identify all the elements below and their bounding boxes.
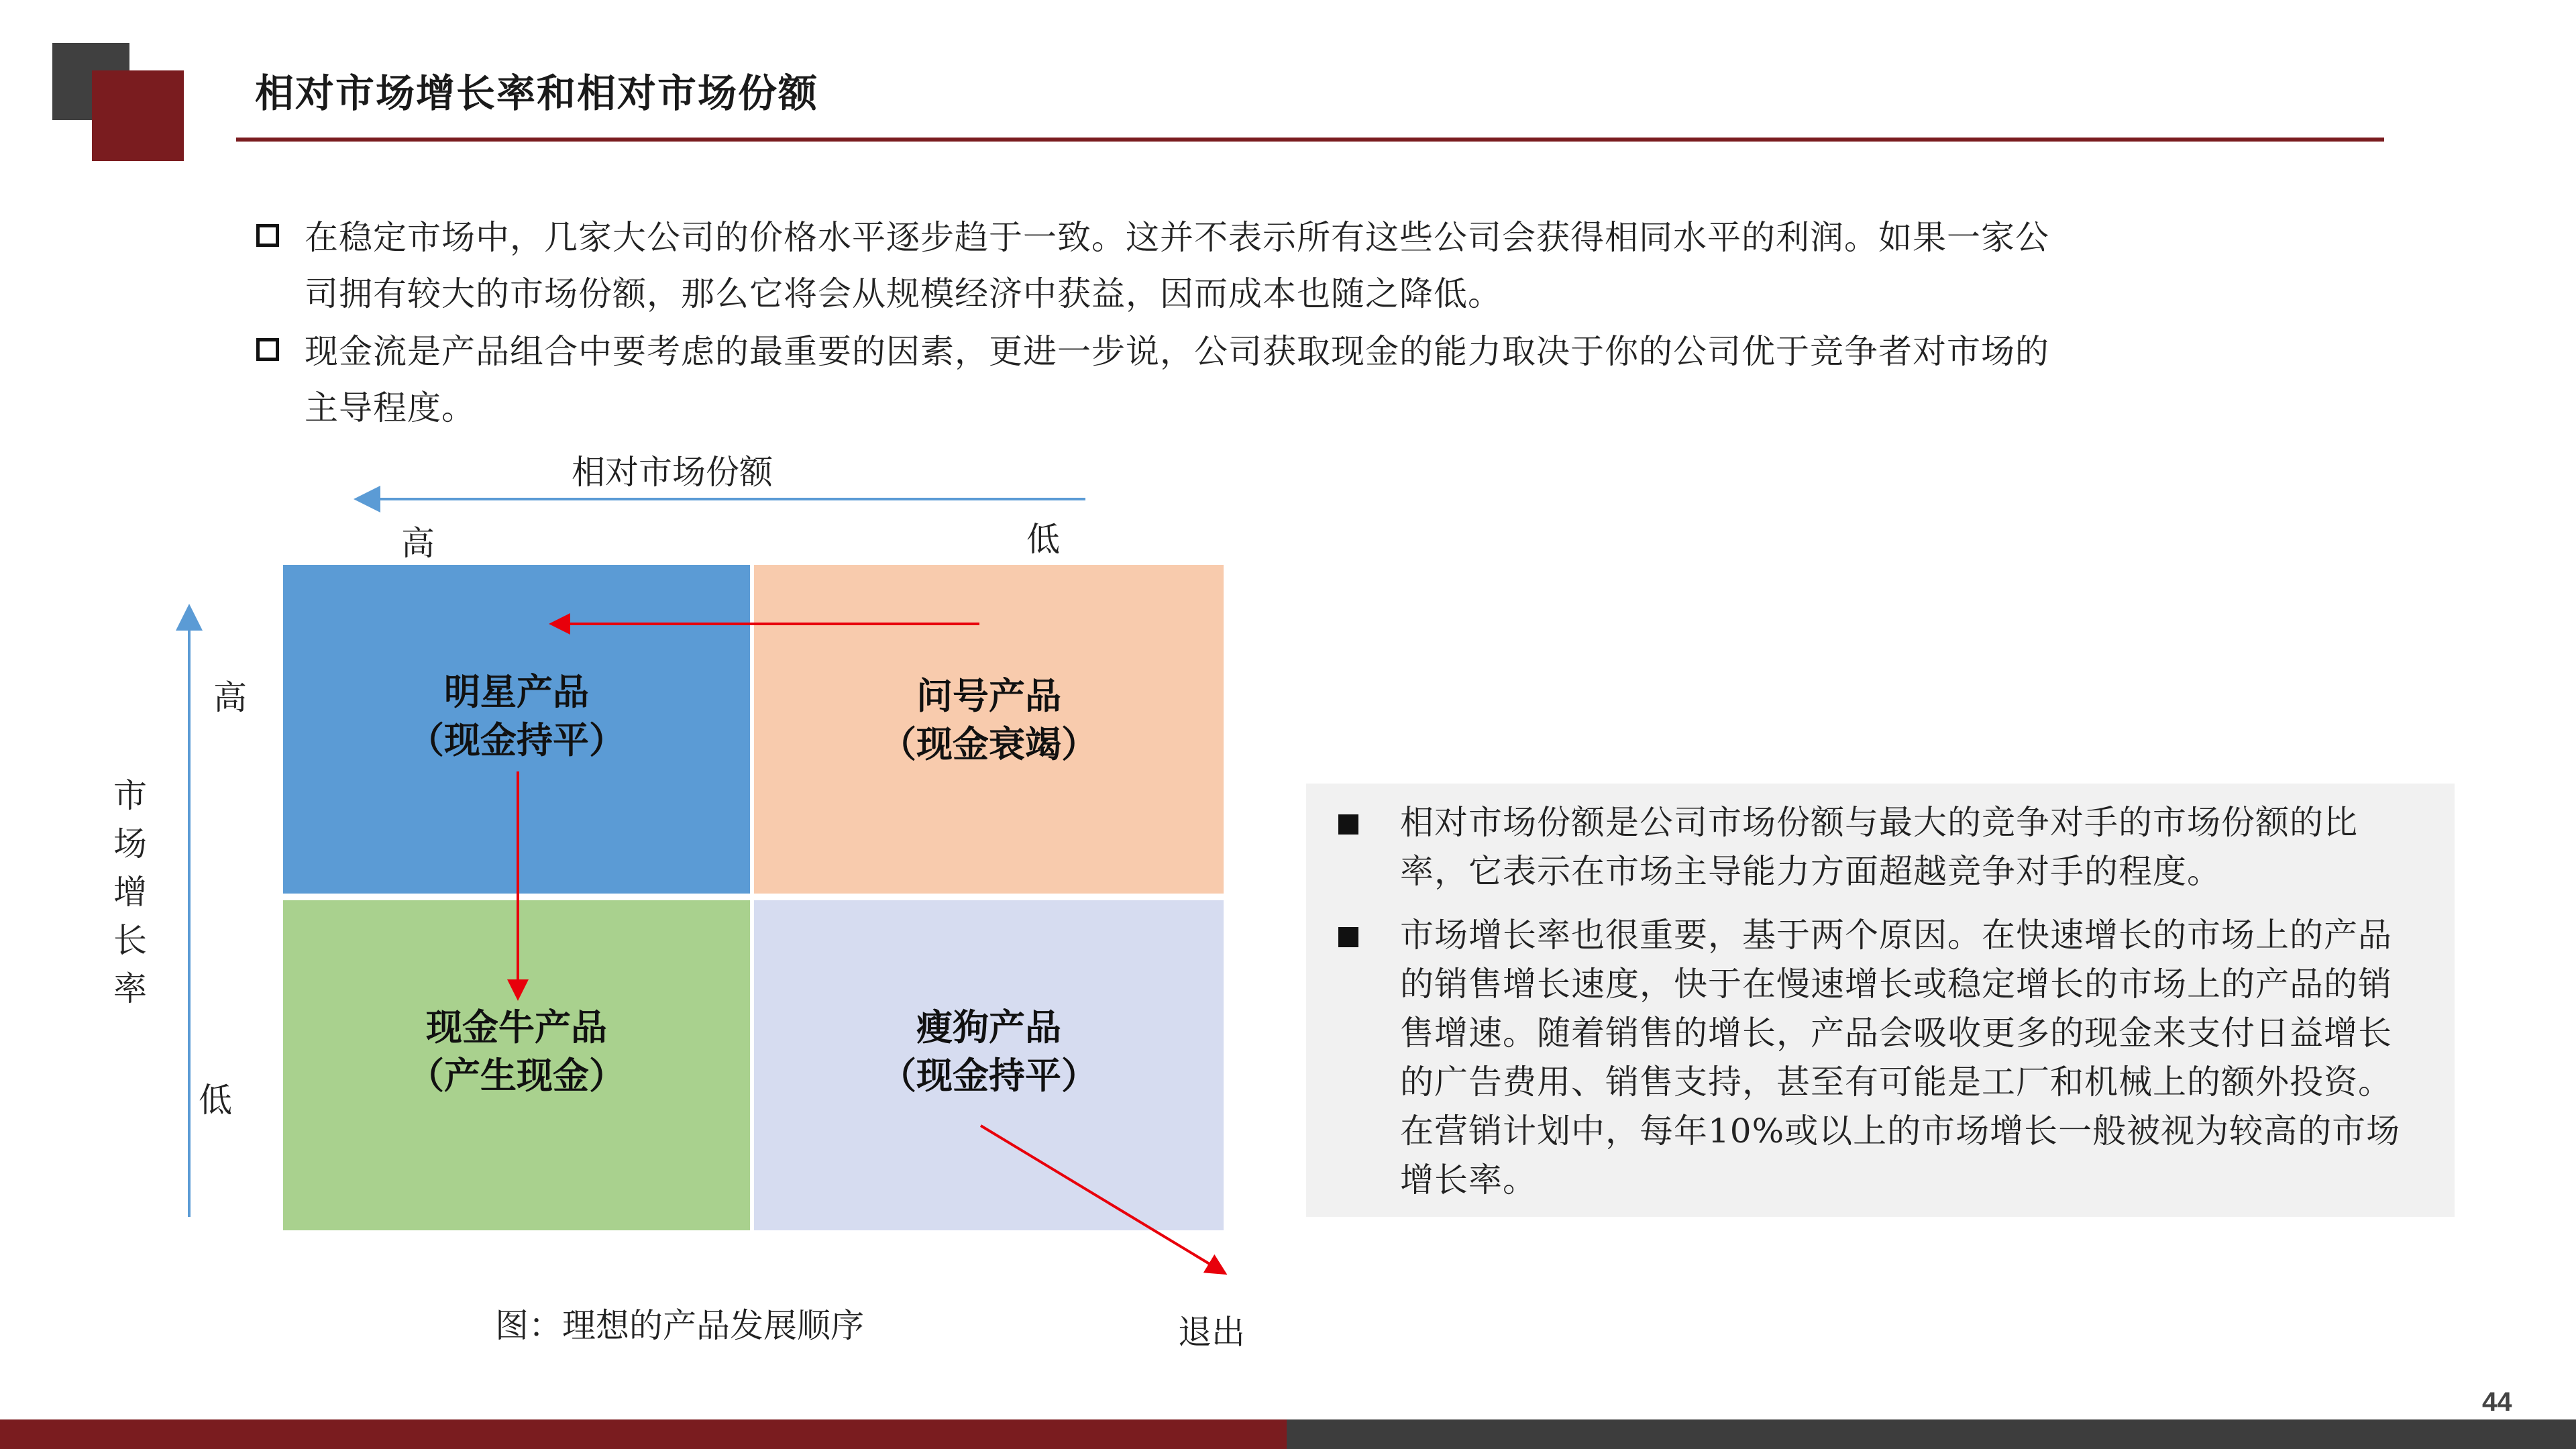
figure-caption: 图：理想的产品发展顺序 [495,1306,864,1345]
y-axis-label: 市场增长率 [113,776,147,1008]
quadrant-cash-cow-name: 现金牛产品 [426,1006,607,1049]
footer-red-bar [0,1419,1287,1449]
x-axis-label: 相对市场份额 [572,453,773,492]
x-axis-low-label: 低 [1026,520,1060,559]
info-item-text: 相对市场份额是公司市场份额与最大的竞争对手的市场份额的比率，它表示在市场主导能力方面超越竞争对手的程度。 [1400,803,2358,891]
square-bullet-icon [1338,814,1358,835]
y-axis-high-label: 高 [213,678,247,717]
info-item [1346,911,2406,1205]
info-panel [1306,784,2455,1217]
quadrant-star-name: 明星产品 [444,670,589,713]
info-item-text: 市场增长率也很重要，基于两个原因。在快速增长的市场上的产品的销售增长速度，快于在慢速增长或稳定增长的市场上的产品的销售增速。随着销售的增长，产品会吸收更多的现金来支付日益增长的广告费用、销售支持，甚至有可能是工厂和机械上的额外投资。在营销计划中，每年10%或以上的市场增长一般被视为较高的市场增长率。 [1400,916,2401,1199]
quadrant-cash-cow-note: （产生现金） [408,1054,625,1097]
quadrant-star-note: （现金持平） [408,718,625,761]
exit-label: 退出 [1178,1313,1245,1352]
info-item [1346,798,2406,896]
bullet-line: 现金流是产品组合中要考虑的最重要的因素，更进一步说，公司获取现金的能力取决于你的公司优于竞争者对市场的 [305,332,2049,371]
bullet-line: 司拥有较大的市场份额，那么它将会从规模经济中获益，因而成本也随之降低。 [305,274,1502,313]
quadrant-dog-note: （现金持平） [880,1054,1097,1097]
bullet-line: 主导程度。 [305,388,476,427]
square-bullet-icon [1338,927,1358,947]
quadrant-question-note: （现金衰竭） [880,722,1097,765]
y-axis-low-label: 低 [199,1081,232,1120]
bullet-line: 在稳定市场中，几家大公司的价格水平逐步趋于一致。这并不表示所有这些公司会获得相同水平的利润。如果一家公 [305,218,2049,257]
x-axis-high-label: 高 [401,524,435,563]
dog-to-exit-arrow [981,1126,1225,1273]
slide-title: 相对市场增长率和相对市场份额 [255,70,819,116]
footer-dark-bar [1287,1419,2576,1449]
quadrant-dog-name: 瘦狗产品 [916,1006,1061,1049]
quadrant-question-name: 问号产品 [916,674,1061,717]
page-number: 44 [2482,1387,2512,1417]
